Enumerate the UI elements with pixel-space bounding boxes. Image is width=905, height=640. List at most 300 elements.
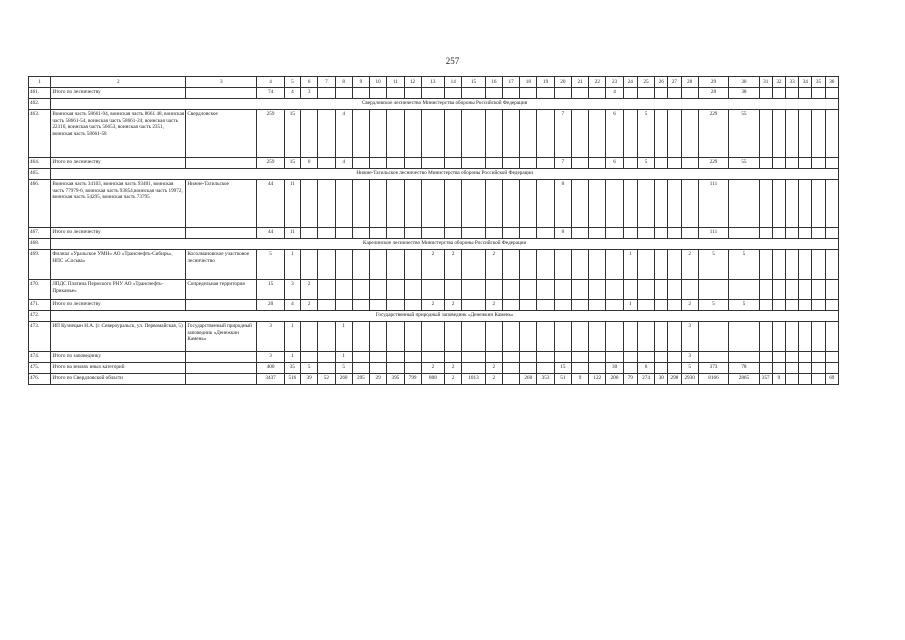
- row-region: Нижне-Тагильское: [186, 180, 257, 228]
- value-cell: [502, 88, 519, 99]
- value-cell: [655, 158, 668, 169]
- value-cell: [502, 110, 519, 158]
- value-cell: [655, 250, 668, 280]
- value-cell: [589, 158, 606, 169]
- value-cell: [799, 300, 812, 311]
- value-cell: [352, 363, 369, 374]
- value-cell: [668, 228, 681, 239]
- value-cell: [387, 300, 404, 311]
- value-cell: [729, 228, 759, 239]
- value-cell: [537, 110, 554, 158]
- value-cell: [825, 228, 838, 239]
- column-number: 16: [485, 77, 502, 88]
- value-cell: [370, 180, 387, 228]
- value-cell: [637, 352, 654, 363]
- value-cell: 4: [606, 88, 623, 99]
- value-cell: [786, 180, 799, 228]
- value-cell: [485, 88, 502, 99]
- column-number: 24: [623, 77, 637, 88]
- value-cell: [759, 228, 772, 239]
- value-cell: 74: [257, 88, 284, 99]
- value-cell: 260: [335, 374, 352, 385]
- value-cell: [637, 88, 654, 99]
- value-cell: [799, 88, 812, 99]
- value-cell: 51: [554, 374, 571, 385]
- value-cell: [799, 110, 812, 158]
- value-cell: [554, 88, 571, 99]
- header-row: [29, 77, 839, 88]
- value-cell: [502, 158, 519, 169]
- value-cell: [370, 300, 387, 311]
- value-cell: [404, 88, 421, 99]
- value-cell: [485, 110, 502, 158]
- value-cell: 1: [623, 300, 637, 311]
- value-cell: 357: [759, 374, 772, 385]
- row-region: [186, 374, 257, 385]
- value-cell: [589, 280, 606, 300]
- value-cell: [404, 250, 421, 280]
- value-cell: [812, 322, 825, 352]
- value-cell: [786, 280, 799, 300]
- value-cell: [606, 352, 623, 363]
- value-cell: [352, 180, 369, 228]
- value-cell: [681, 158, 698, 169]
- value-cell: [571, 300, 588, 311]
- value-cell: 259: [257, 158, 284, 169]
- value-cell: 11: [284, 228, 300, 239]
- value-cell: [387, 110, 404, 158]
- value-cell: [387, 180, 404, 228]
- value-cell: 11: [284, 180, 300, 228]
- column-number: 21: [571, 77, 588, 88]
- value-cell: 5: [729, 300, 759, 311]
- value-cell: [445, 180, 462, 228]
- value-cell: [571, 280, 588, 300]
- value-cell: [352, 228, 369, 239]
- column-number: 26: [655, 77, 668, 88]
- value-cell: 395: [387, 374, 404, 385]
- value-cell: 8: [554, 180, 571, 228]
- row-number: 463.: [29, 110, 51, 158]
- row-name: Итого на землях иных категорий: [51, 363, 186, 374]
- value-cell: 9: [571, 374, 588, 385]
- value-cell: [421, 88, 444, 99]
- value-cell: [799, 322, 812, 352]
- value-cell: [655, 180, 668, 228]
- value-cell: [812, 158, 825, 169]
- value-cell: 1: [335, 352, 352, 363]
- value-cell: [502, 374, 519, 385]
- table-row: [29, 352, 839, 363]
- value-cell: 2865: [729, 374, 759, 385]
- value-cell: [404, 158, 421, 169]
- column-number: 25: [637, 77, 654, 88]
- value-cell: [462, 352, 485, 363]
- value-cell: 2: [485, 300, 502, 311]
- value-cell: [655, 280, 668, 300]
- value-cell: 8166: [698, 374, 728, 385]
- value-cell: [668, 352, 681, 363]
- value-cell: [571, 363, 588, 374]
- value-cell: 1: [335, 322, 352, 352]
- value-cell: [335, 180, 352, 228]
- value-cell: [655, 363, 668, 374]
- value-cell: 3: [257, 322, 284, 352]
- value-cell: 39: [301, 374, 318, 385]
- value-cell: [537, 300, 554, 311]
- value-cell: [335, 250, 352, 280]
- value-cell: 78: [729, 363, 759, 374]
- row-name: Филиал «Уральское УМН» АО «Транснефть-Сибирь», НПС «Сосьва»: [51, 250, 186, 280]
- value-cell: 15: [554, 363, 571, 374]
- page-number: 257: [445, 56, 460, 66]
- section-row: [29, 311, 839, 322]
- value-cell: 44: [257, 228, 284, 239]
- value-cell: 2: [421, 250, 444, 280]
- value-cell: [520, 88, 537, 99]
- value-cell: [825, 180, 838, 228]
- value-cell: [318, 352, 335, 363]
- value-cell: [812, 88, 825, 99]
- row-region: Сопредельная территория: [186, 280, 257, 300]
- value-cell: 3: [257, 352, 284, 363]
- value-cell: [772, 250, 785, 280]
- value-cell: 30: [606, 363, 623, 374]
- value-cell: [421, 180, 444, 228]
- column-number: 12: [404, 77, 421, 88]
- value-cell: [759, 352, 772, 363]
- row-number: 472.: [29, 311, 51, 322]
- column-number: 6: [301, 77, 318, 88]
- value-cell: 400: [257, 363, 284, 374]
- value-cell: [772, 300, 785, 311]
- value-cell: [445, 280, 462, 300]
- value-cell: [812, 300, 825, 311]
- row-region: [186, 158, 257, 169]
- value-cell: [318, 280, 335, 300]
- value-cell: [520, 352, 537, 363]
- row-number: 470.: [29, 280, 51, 300]
- value-cell: 6: [606, 158, 623, 169]
- value-cell: [485, 352, 502, 363]
- value-cell: [786, 352, 799, 363]
- value-cell: [520, 180, 537, 228]
- value-cell: 4: [284, 300, 300, 311]
- value-cell: [655, 228, 668, 239]
- value-cell: [421, 158, 444, 169]
- row-name: ИП Кузнецын Н.А. (г. Североуральск, ул. Первомайская, 5): [51, 322, 186, 352]
- value-cell: [387, 363, 404, 374]
- value-cell: [502, 280, 519, 300]
- value-cell: 35: [284, 363, 300, 374]
- value-cell: [537, 250, 554, 280]
- table-row: [29, 180, 839, 228]
- value-cell: [404, 352, 421, 363]
- value-cell: 259: [257, 110, 284, 158]
- column-number: 10: [370, 77, 387, 88]
- value-cell: [370, 322, 387, 352]
- value-cell: [335, 228, 352, 239]
- value-cell: 229: [698, 110, 728, 158]
- value-cell: 111: [698, 228, 728, 239]
- value-cell: [668, 250, 681, 280]
- value-cell: [445, 352, 462, 363]
- value-cell: [786, 158, 799, 169]
- value-cell: [335, 300, 352, 311]
- value-cell: [772, 88, 785, 99]
- value-cell: [668, 110, 681, 158]
- value-cell: [520, 363, 537, 374]
- value-cell: [502, 363, 519, 374]
- value-cell: [445, 88, 462, 99]
- value-cell: [520, 158, 537, 169]
- column-number: 15: [462, 77, 485, 88]
- value-cell: [520, 300, 537, 311]
- value-cell: [462, 180, 485, 228]
- column-number: 3: [186, 77, 257, 88]
- row-region: Государственный природный заповедник «Денежкин Камень»: [186, 322, 257, 352]
- value-cell: [537, 158, 554, 169]
- value-cell: [759, 363, 772, 374]
- value-cell: [623, 88, 637, 99]
- value-cell: [502, 300, 519, 311]
- value-cell: [485, 228, 502, 239]
- value-cell: [786, 363, 799, 374]
- value-cell: [445, 158, 462, 169]
- value-cell: [421, 322, 444, 352]
- value-cell: 260: [520, 374, 537, 385]
- value-cell: [729, 352, 759, 363]
- column-number: 17: [502, 77, 519, 88]
- value-cell: [786, 300, 799, 311]
- value-cell: [772, 363, 785, 374]
- value-cell: [589, 250, 606, 280]
- value-cell: 52: [318, 374, 335, 385]
- value-cell: [352, 352, 369, 363]
- value-cell: 15: [257, 280, 284, 300]
- value-cell: [825, 88, 838, 99]
- value-cell: [387, 322, 404, 352]
- row-number: 475.: [29, 363, 51, 374]
- row-number: 465.: [29, 169, 51, 180]
- value-cell: [387, 88, 404, 99]
- value-cell: [318, 363, 335, 374]
- value-cell: [571, 228, 588, 239]
- value-cell: [786, 110, 799, 158]
- value-cell: [352, 280, 369, 300]
- value-cell: [655, 88, 668, 99]
- column-number: 29: [698, 77, 728, 88]
- value-cell: 15: [284, 158, 300, 169]
- value-cell: [759, 280, 772, 300]
- value-cell: [520, 110, 537, 158]
- row-number: 464.: [29, 158, 51, 169]
- value-cell: 6: [606, 110, 623, 158]
- column-number: 34: [799, 77, 812, 88]
- value-cell: 5: [698, 300, 728, 311]
- value-cell: 353: [537, 374, 554, 385]
- value-cell: [404, 180, 421, 228]
- value-cell: [370, 88, 387, 99]
- value-cell: [462, 158, 485, 169]
- value-cell: [623, 363, 637, 374]
- table-row: [29, 374, 839, 385]
- value-cell: [825, 158, 838, 169]
- value-cell: [387, 280, 404, 300]
- value-cell: [370, 363, 387, 374]
- column-number: 22: [589, 77, 606, 88]
- value-cell: [421, 110, 444, 158]
- value-cell: [786, 250, 799, 280]
- value-cell: [812, 250, 825, 280]
- section-row: [29, 99, 839, 110]
- value-cell: [623, 158, 637, 169]
- value-cell: 6: [637, 363, 654, 374]
- value-cell: [502, 322, 519, 352]
- value-cell: [387, 228, 404, 239]
- value-cell: 3437: [257, 374, 284, 385]
- value-cell: 55: [729, 158, 759, 169]
- table-row: [29, 300, 839, 311]
- value-cell: [370, 352, 387, 363]
- value-cell: [772, 110, 785, 158]
- table-row: [29, 250, 839, 280]
- value-cell: [301, 322, 318, 352]
- value-cell: [698, 280, 728, 300]
- value-cell: [404, 110, 421, 158]
- value-cell: [502, 180, 519, 228]
- value-cell: [799, 352, 812, 363]
- value-cell: [335, 280, 352, 300]
- value-cell: 3: [284, 280, 300, 300]
- row-number: 461.: [29, 88, 51, 99]
- value-cell: 1: [284, 250, 300, 280]
- value-cell: 2: [445, 300, 462, 311]
- column-number: 5: [284, 77, 300, 88]
- value-cell: 29: [370, 374, 387, 385]
- value-cell: [729, 322, 759, 352]
- column-number: 19: [537, 77, 554, 88]
- column-number: 14: [445, 77, 462, 88]
- table-row: [29, 322, 839, 352]
- value-cell: [445, 110, 462, 158]
- value-cell: 69: [825, 374, 838, 385]
- value-cell: [520, 280, 537, 300]
- value-cell: [759, 250, 772, 280]
- value-cell: [301, 228, 318, 239]
- value-cell: 38: [729, 88, 759, 99]
- row-name: ЛПДС Платина Пермского РНУ АО «Транснефть-Прикамье»: [51, 280, 186, 300]
- value-cell: [812, 374, 825, 385]
- value-cell: 4: [335, 110, 352, 158]
- column-number: 27: [668, 77, 681, 88]
- value-cell: 8: [554, 228, 571, 239]
- value-cell: 1: [284, 322, 300, 352]
- value-cell: 274: [637, 374, 654, 385]
- value-cell: [799, 180, 812, 228]
- value-cell: [668, 322, 681, 352]
- value-cell: [571, 352, 588, 363]
- value-cell: [812, 228, 825, 239]
- table-row: [29, 280, 839, 300]
- value-cell: [655, 300, 668, 311]
- value-cell: [637, 280, 654, 300]
- value-cell: [606, 228, 623, 239]
- value-cell: [655, 110, 668, 158]
- value-cell: [825, 300, 838, 311]
- value-cell: 229: [698, 158, 728, 169]
- value-cell: [589, 352, 606, 363]
- row-number: 474.: [29, 352, 51, 363]
- section-title: Свердловское лесничество Министерства обороны Российской Федерации: [51, 99, 839, 110]
- value-cell: [786, 322, 799, 352]
- value-cell: [404, 322, 421, 352]
- row-number: 469.: [29, 250, 51, 280]
- value-cell: [799, 363, 812, 374]
- value-cell: [772, 280, 785, 300]
- value-cell: [623, 110, 637, 158]
- value-cell: [445, 228, 462, 239]
- value-cell: 2: [445, 374, 462, 385]
- value-cell: 2: [421, 363, 444, 374]
- column-number: 1: [29, 77, 51, 88]
- column-number: 13: [421, 77, 444, 88]
- value-cell: [335, 88, 352, 99]
- section-title: Государственный природный заповедник «Денежкин Камень»: [51, 311, 839, 322]
- section-row: [29, 239, 839, 250]
- value-cell: [318, 228, 335, 239]
- value-cell: [606, 280, 623, 300]
- value-cell: [554, 352, 571, 363]
- value-cell: [623, 322, 637, 352]
- value-cell: [825, 352, 838, 363]
- value-cell: [571, 110, 588, 158]
- value-cell: [799, 374, 812, 385]
- value-cell: 200: [606, 374, 623, 385]
- value-cell: [799, 228, 812, 239]
- value-cell: [370, 250, 387, 280]
- value-cell: [812, 110, 825, 158]
- value-cell: [537, 180, 554, 228]
- value-cell: [502, 352, 519, 363]
- value-cell: [502, 250, 519, 280]
- column-number: 28: [681, 77, 698, 88]
- section-title: Нижне-Тагильское лесничество Министерства обороны Российской Федерации: [51, 169, 839, 180]
- row-name: Воинская часть 34103, воинская часть 93401, воинская часть 77979-6, воинская часть 93854,воинская часть 19972, воинская часть 54295, воинская часть 73795: [51, 180, 186, 228]
- value-cell: [655, 352, 668, 363]
- value-cell: 1013: [462, 374, 485, 385]
- value-cell: 5: [637, 158, 654, 169]
- row-region: Косолмановское участковое лесничество: [186, 250, 257, 280]
- value-cell: [681, 228, 698, 239]
- value-cell: [812, 352, 825, 363]
- row-region: [186, 363, 257, 374]
- value-cell: [759, 180, 772, 228]
- value-cell: 2: [301, 300, 318, 311]
- column-number: 20: [554, 77, 571, 88]
- value-cell: [462, 280, 485, 300]
- value-cell: [698, 352, 728, 363]
- value-cell: [681, 280, 698, 300]
- value-cell: [786, 88, 799, 99]
- value-cell: [404, 228, 421, 239]
- value-cell: 111: [698, 180, 728, 228]
- value-cell: [772, 158, 785, 169]
- value-cell: 15: [284, 110, 300, 158]
- value-cell: [370, 158, 387, 169]
- value-cell: 3: [301, 88, 318, 99]
- row-number: 473.: [29, 322, 51, 352]
